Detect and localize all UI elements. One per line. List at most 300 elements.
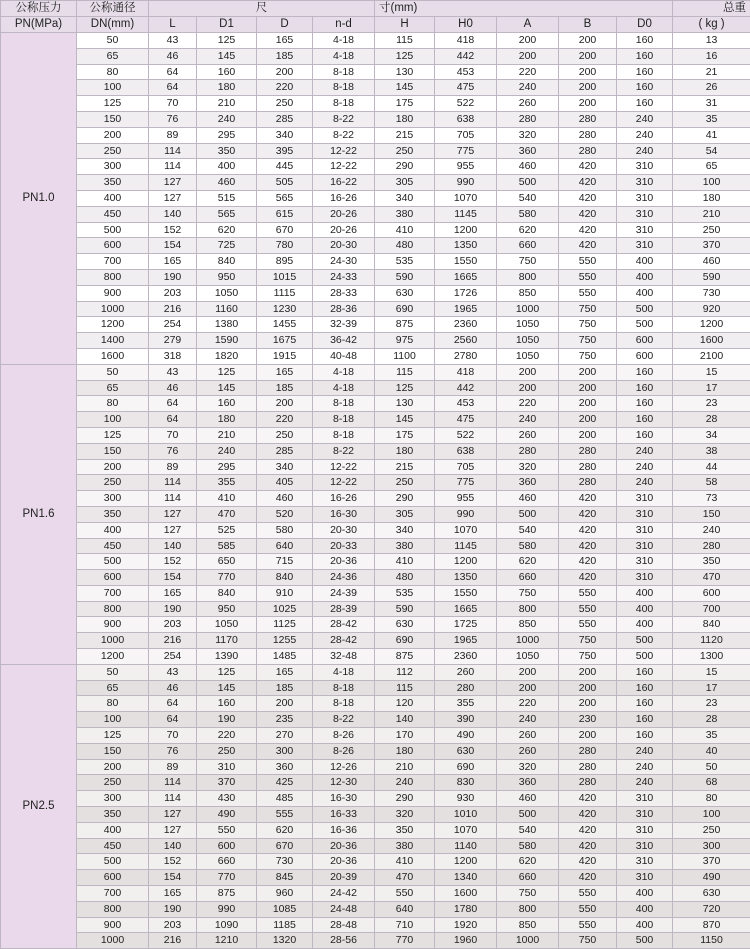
table-cell: 800	[497, 901, 559, 917]
table-cell: 165	[149, 886, 197, 902]
table-cell: 127	[149, 506, 197, 522]
table-cell: 114	[149, 491, 197, 507]
table-cell: 1085	[257, 901, 313, 917]
table-cell: 1230	[257, 301, 313, 317]
table-cell: 420	[559, 538, 617, 554]
table-cell: 420	[559, 222, 617, 238]
table-cell: 12-26	[313, 759, 375, 775]
table-cell: 310	[617, 190, 673, 206]
table-cell: 8-18	[313, 680, 375, 696]
table-cell: 340	[257, 459, 313, 475]
table-cell: 430	[197, 791, 257, 807]
table-cell: 485	[257, 791, 313, 807]
table-cell: 770	[197, 570, 257, 586]
table-cell: 250	[673, 822, 750, 838]
table-cell: 1200	[673, 317, 750, 333]
table-cell: 355	[435, 696, 497, 712]
table-cell: 1200	[435, 222, 497, 238]
table-row	[1, 728, 750, 744]
table-cell: 58	[673, 475, 750, 491]
table-row	[1, 159, 750, 175]
table-cell: 420	[559, 854, 617, 870]
table-cell: 280	[497, 111, 559, 127]
table-cell: 160	[617, 696, 673, 712]
table-cell: 420	[559, 238, 617, 254]
table-cell: 65	[77, 380, 149, 396]
table-cell: 125	[77, 427, 149, 443]
table-cell: 715	[257, 554, 313, 570]
table-cell: 550	[559, 601, 617, 617]
table-cell: 220	[497, 64, 559, 80]
table-cell: 160	[197, 64, 257, 80]
table-cell: 180	[197, 412, 257, 428]
table-cell: 505	[257, 175, 313, 191]
table-cell: 295	[197, 459, 257, 475]
table-cell: 320	[375, 807, 435, 823]
table-cell: 38	[673, 443, 750, 459]
table-cell: 1125	[257, 617, 313, 633]
table-cell: 46	[149, 48, 197, 64]
header-col-d0: D0	[617, 17, 673, 33]
table-cell: 1120	[673, 633, 750, 649]
table-cell: 160	[617, 380, 673, 396]
table-cell: 515	[197, 190, 257, 206]
table-cell: 8-18	[313, 427, 375, 443]
table-cell: 125	[375, 48, 435, 64]
table-cell: 500	[77, 854, 149, 870]
table-cell: 600	[673, 585, 750, 601]
table-cell: 1200	[435, 554, 497, 570]
table-cell: 420	[559, 570, 617, 586]
table-cell: 310	[617, 222, 673, 238]
table-cell: 160	[617, 412, 673, 428]
table-cell: 400	[617, 617, 673, 633]
table-cell: 418	[435, 364, 497, 380]
table-cell: 89	[149, 759, 197, 775]
table-cell: 2100	[673, 348, 750, 364]
table-row	[1, 364, 750, 380]
table-cell: 150	[77, 443, 149, 459]
table-cell: 620	[497, 854, 559, 870]
table-cell: 24-48	[313, 901, 375, 917]
table-cell: 50	[77, 664, 149, 680]
table-cell: 216	[149, 633, 197, 649]
table-cell: 44	[673, 459, 750, 475]
table-cell: 165	[257, 364, 313, 380]
table-cell: 279	[149, 333, 197, 349]
table-row	[1, 254, 750, 270]
table-cell: 1050	[197, 285, 257, 301]
table-cell: 13	[673, 33, 750, 49]
table-cell: 16-30	[313, 506, 375, 522]
table-cell: 500	[497, 175, 559, 191]
table-cell: 705	[435, 459, 497, 475]
table-cell: 490	[673, 870, 750, 886]
table-cell: 400	[617, 901, 673, 917]
table-cell: 395	[257, 143, 313, 159]
table-cell: 1000	[77, 633, 149, 649]
table-cell: 250	[673, 222, 750, 238]
table-cell: 70	[149, 427, 197, 443]
table-cell: 1145	[435, 206, 497, 222]
table-cell: 114	[149, 775, 197, 791]
table-cell: 355	[197, 475, 257, 491]
table-cell: 32-39	[313, 317, 375, 333]
table-cell: 1070	[435, 522, 497, 538]
table-cell: 215	[375, 459, 435, 475]
table-row	[1, 633, 750, 649]
table-cell: 280	[559, 143, 617, 159]
table-cell: 160	[617, 96, 673, 112]
table-cell: 460	[497, 159, 559, 175]
table-cell: 725	[197, 238, 257, 254]
table-cell: 800	[497, 269, 559, 285]
table-cell: 710	[375, 917, 435, 933]
table-cell: 1255	[257, 633, 313, 649]
table-cell: 700	[77, 886, 149, 902]
table-cell: 1380	[197, 317, 257, 333]
table-cell: 580	[497, 838, 559, 854]
table-cell: 490	[197, 807, 257, 823]
table-cell: 210	[673, 206, 750, 222]
table-cell: 850	[497, 285, 559, 301]
table-cell: 28-36	[313, 301, 375, 317]
table-cell: 180	[673, 190, 750, 206]
table-cell: 80	[77, 696, 149, 712]
table-cell: 350	[77, 175, 149, 191]
table-cell: 34	[673, 427, 750, 443]
table-cell: 160	[617, 680, 673, 696]
table-cell: 460	[497, 491, 559, 507]
table-cell: 200	[559, 80, 617, 96]
table-cell: 127	[149, 807, 197, 823]
table-cell: 200	[497, 364, 559, 380]
table-cell: 115	[375, 33, 435, 49]
table-cell: 720	[673, 901, 750, 917]
table-cell: 750	[559, 348, 617, 364]
table-cell: 23	[673, 396, 750, 412]
table-row	[1, 870, 750, 886]
table-cell: 1200	[435, 854, 497, 870]
table-cell: 200	[559, 364, 617, 380]
table-cell: 185	[257, 48, 313, 64]
table-cell: 400	[617, 585, 673, 601]
table-cell: 23	[673, 696, 750, 712]
table-cell: 580	[257, 522, 313, 538]
table-cell: 280	[497, 443, 559, 459]
pressure-group	[1, 664, 750, 948]
table-cell: 630	[375, 285, 435, 301]
table-cell: 955	[435, 491, 497, 507]
table-cell: 240	[617, 743, 673, 759]
table-cell: 190	[149, 269, 197, 285]
table-cell: 1160	[197, 301, 257, 317]
table-cell: 475	[435, 80, 497, 96]
table-cell: 250	[77, 775, 149, 791]
table-row	[1, 854, 750, 870]
table-cell: 775	[435, 143, 497, 159]
table-row	[1, 680, 750, 696]
table-cell: 460	[497, 791, 559, 807]
table-cell: 565	[197, 206, 257, 222]
table-cell: 930	[435, 791, 497, 807]
table-row	[1, 775, 750, 791]
table-cell: 20-36	[313, 854, 375, 870]
table-cell: 1210	[197, 933, 257, 949]
table-cell: 200	[77, 459, 149, 475]
table-cell: 64	[149, 396, 197, 412]
table-cell: 20-30	[313, 238, 375, 254]
table-cell: 1300	[673, 649, 750, 665]
table-cell: 775	[435, 475, 497, 491]
table-cell: 8-18	[313, 412, 375, 428]
table-cell: 1015	[257, 269, 313, 285]
table-row	[1, 933, 750, 949]
table-cell: 28-56	[313, 933, 375, 949]
table-cell: 165	[257, 33, 313, 49]
table-cell: 8-22	[313, 443, 375, 459]
table-row	[1, 412, 750, 428]
table-cell: 990	[435, 175, 497, 191]
table-row	[1, 238, 750, 254]
table-cell: 350	[77, 807, 149, 823]
table-cell: 1320	[257, 933, 313, 949]
table-cell: 210	[197, 96, 257, 112]
table-cell: 250	[77, 475, 149, 491]
table-cell: 1390	[197, 649, 257, 665]
table-cell: 1070	[435, 190, 497, 206]
table-cell: 670	[257, 838, 313, 854]
table-cell: 200	[559, 96, 617, 112]
table-cell: 2780	[435, 348, 497, 364]
table-cell: 154	[149, 570, 197, 586]
table-cell: 270	[257, 728, 313, 744]
table-cell: 31	[673, 96, 750, 112]
table-cell: 1960	[435, 933, 497, 949]
table-cell: 460	[673, 254, 750, 270]
table-cell: 24-33	[313, 269, 375, 285]
table-cell: 1010	[435, 807, 497, 823]
table-cell: 43	[149, 364, 197, 380]
table-cell: 216	[149, 933, 197, 949]
table-cell: 750	[559, 633, 617, 649]
header-dimension-label-right: 寸(mm)	[375, 1, 673, 17]
table-cell: 12-22	[313, 475, 375, 491]
table-cell: 660	[497, 238, 559, 254]
table-row	[1, 333, 750, 349]
table-row	[1, 506, 750, 522]
table-cell: 12-30	[313, 775, 375, 791]
table-cell: 900	[77, 917, 149, 933]
table-cell: 522	[435, 96, 497, 112]
table-cell: 200	[257, 64, 313, 80]
table-cell: 1965	[435, 301, 497, 317]
table-cell: 1185	[257, 917, 313, 933]
table-cell: 36-42	[313, 333, 375, 349]
table-cell: 1400	[77, 333, 149, 349]
table-cell: 4-18	[313, 33, 375, 49]
table-cell: 200	[257, 696, 313, 712]
table-cell: 12-22	[313, 143, 375, 159]
table-cell: 203	[149, 285, 197, 301]
table-cell: 200	[559, 33, 617, 49]
table-row	[1, 269, 750, 285]
table-cell: 840	[197, 254, 257, 270]
table-cell: 420	[559, 491, 617, 507]
table-row	[1, 285, 750, 301]
table-cell: 1550	[435, 585, 497, 601]
table-cell: 76	[149, 111, 197, 127]
table-cell: 180	[375, 443, 435, 459]
table-cell: 750	[559, 317, 617, 333]
table-cell: 700	[673, 601, 750, 617]
table-cell: 150	[77, 743, 149, 759]
table-cell: 285	[257, 443, 313, 459]
table-row	[1, 206, 750, 222]
header-pressure-unit: PN(MPa)	[1, 17, 77, 33]
table-cell: 660	[497, 870, 559, 886]
table-cell: 127	[149, 190, 197, 206]
table-cell: 4-18	[313, 380, 375, 396]
table-cell: 4-18	[313, 48, 375, 64]
table-cell: 127	[149, 522, 197, 538]
pressure-group	[1, 33, 750, 365]
table-cell: 200	[257, 396, 313, 412]
table-cell: 990	[197, 901, 257, 917]
table-cell: 638	[435, 443, 497, 459]
table-cell: 112	[375, 664, 435, 680]
table-cell: 1200	[77, 317, 149, 333]
table-cell: 89	[149, 127, 197, 143]
table-cell: 200	[559, 664, 617, 680]
table-cell: 115	[375, 364, 435, 380]
table-cell: 240	[617, 127, 673, 143]
table-cell: 140	[149, 206, 197, 222]
table-cell: 730	[673, 285, 750, 301]
table-cell: 660	[497, 570, 559, 586]
table-cell: 175	[375, 96, 435, 112]
table-cell: 1050	[497, 317, 559, 333]
table-cell: 750	[559, 933, 617, 949]
table-cell: 600	[197, 838, 257, 854]
table-cell: 260	[497, 743, 559, 759]
table-cell: 64	[149, 412, 197, 428]
table-cell: 1050	[497, 333, 559, 349]
table-cell: 4-18	[313, 664, 375, 680]
table-cell: 310	[617, 838, 673, 854]
table-cell: 550	[559, 917, 617, 933]
table-row	[1, 96, 750, 112]
table-cell: 1920	[435, 917, 497, 933]
table-cell: 360	[257, 759, 313, 775]
table-cell: 43	[149, 33, 197, 49]
table-cell: 420	[559, 522, 617, 538]
table-row	[1, 759, 750, 775]
table-cell: 400	[617, 917, 673, 933]
table-cell: 180	[375, 743, 435, 759]
table-cell: 960	[257, 886, 313, 902]
table-cell: 550	[559, 886, 617, 902]
table-cell: 230	[559, 712, 617, 728]
table-cell: 80	[77, 64, 149, 80]
table-cell: 12-22	[313, 459, 375, 475]
table-row	[1, 522, 750, 538]
table-cell: 35	[673, 111, 750, 127]
table-cell: 410	[375, 854, 435, 870]
table-cell: 750	[497, 585, 559, 601]
table-cell: 400	[617, 601, 673, 617]
table-cell: 400	[197, 159, 257, 175]
table-cell: 750	[497, 886, 559, 902]
table-cell: 310	[617, 491, 673, 507]
header-col-a: A	[497, 17, 559, 33]
table-cell: 630	[673, 886, 750, 902]
table-cell: 240	[617, 143, 673, 159]
table-cell: 220	[257, 412, 313, 428]
table-cell: 130	[375, 396, 435, 412]
table-cell: 240	[497, 712, 559, 728]
table-cell: 120	[375, 696, 435, 712]
table-cell: 28-42	[313, 633, 375, 649]
table-cell: 300	[673, 838, 750, 854]
table-cell: 200	[559, 380, 617, 396]
table-cell: 310	[617, 854, 673, 870]
table-cell: 70	[149, 728, 197, 744]
table-cell: 203	[149, 917, 197, 933]
table-cell: 580	[497, 538, 559, 554]
table-cell: 400	[617, 269, 673, 285]
pressure-rating-cell: PN1.6	[1, 364, 77, 664]
table-cell: 310	[617, 807, 673, 823]
table-cell: 1200	[77, 649, 149, 665]
table-cell: 28	[673, 712, 750, 728]
table-cell: 550	[559, 285, 617, 301]
table-cell: 850	[497, 917, 559, 933]
table-cell: 2360	[435, 649, 497, 665]
table-cell: 28-33	[313, 285, 375, 301]
table-cell: 260	[497, 728, 559, 744]
table-cell: 750	[497, 254, 559, 270]
table-cell: 453	[435, 396, 497, 412]
table-cell: 410	[375, 554, 435, 570]
table-cell: 990	[435, 506, 497, 522]
table-cell: 1170	[197, 633, 257, 649]
table-cell: 400	[617, 254, 673, 270]
table-cell: 950	[197, 269, 257, 285]
table-cell: 150	[77, 111, 149, 127]
table-cell: 950	[197, 601, 257, 617]
table-cell: 200	[497, 33, 559, 49]
table-cell: 220	[497, 396, 559, 412]
table-cell: 200	[559, 696, 617, 712]
table-cell: 490	[435, 728, 497, 744]
table-cell: 670	[257, 222, 313, 238]
table-cell: 16-36	[313, 822, 375, 838]
table-cell: 340	[375, 522, 435, 538]
table-row	[1, 570, 750, 586]
table-cell: 190	[149, 901, 197, 917]
table-cell: 80	[77, 396, 149, 412]
table-cell: 16-22	[313, 175, 375, 191]
table-cell: 370	[673, 238, 750, 254]
table-cell: 500	[617, 649, 673, 665]
table-cell: 418	[435, 33, 497, 49]
table-row	[1, 807, 750, 823]
table-cell: 2560	[435, 333, 497, 349]
table-cell: 470	[375, 870, 435, 886]
table-cell: 35	[673, 728, 750, 744]
table-cell: 650	[197, 554, 257, 570]
